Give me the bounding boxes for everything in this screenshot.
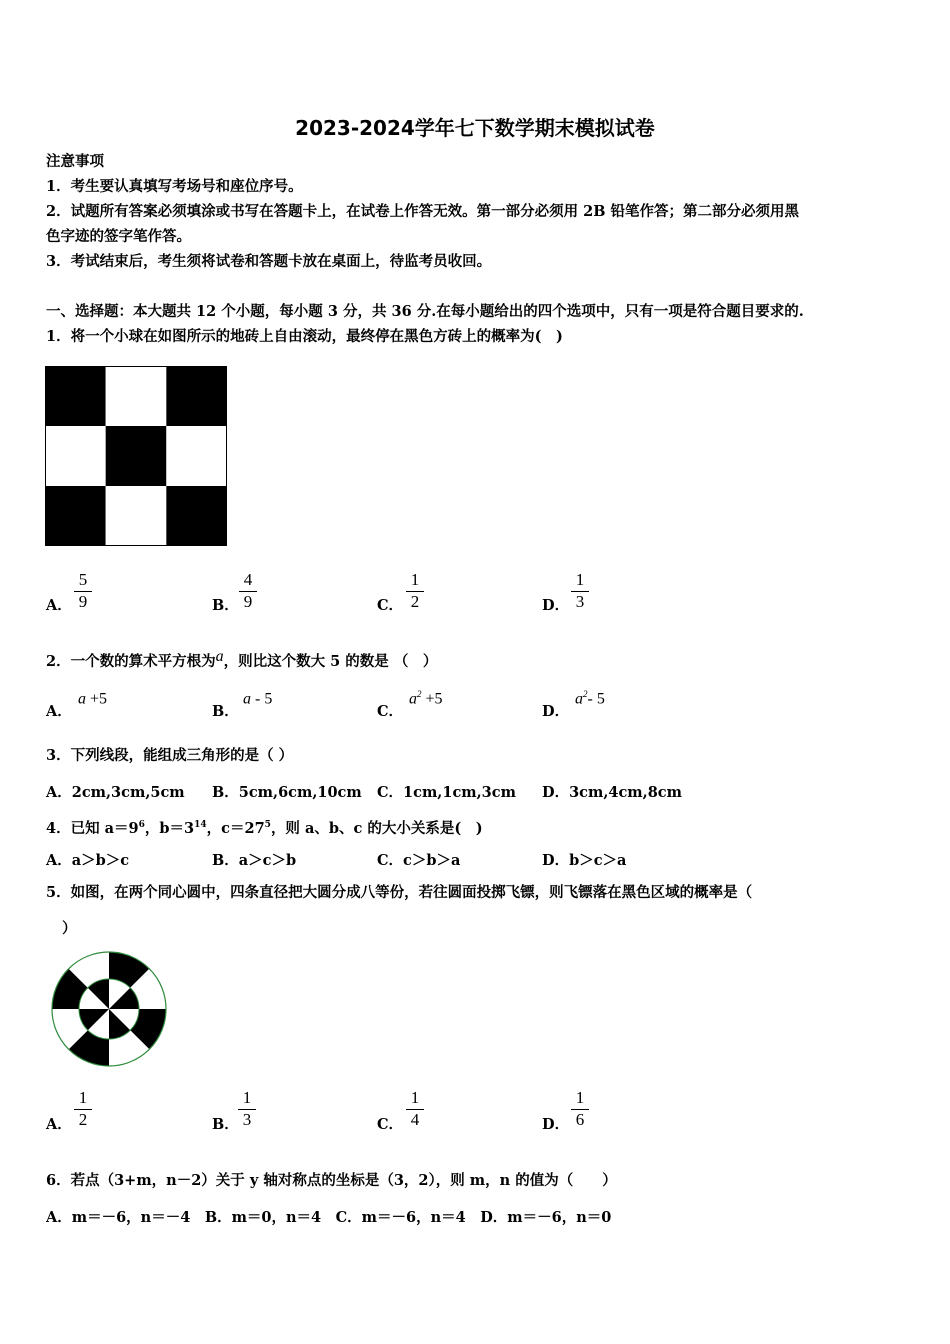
page-title: 2023-2024学年七下数学期末模拟试卷 — [295, 116, 655, 140]
notice-heading: 注意事项 — [46, 153, 104, 170]
q5-option-c[interactable] — [406, 1089, 424, 1129]
white-tile — [45, 426, 106, 486]
base: a — [409, 690, 417, 708]
white-tile — [106, 486, 167, 546]
black-tile — [166, 366, 227, 426]
q5-option-c-label: C． — [377, 1116, 404, 1133]
number: 5 — [264, 690, 273, 708]
q4-stem-part: ，则 a、b、c 的大小关系是( ) — [270, 819, 483, 837]
base: a — [243, 690, 251, 708]
q6-stem: 6．若点（3+m，n－2）关于 y 轴对称点的坐标是（3，2），则 m，n 的值为（ ） — [46, 1172, 617, 1189]
number: 5 — [434, 690, 443, 708]
q5-option-b[interactable] — [238, 1089, 256, 1129]
q4-exponent-3: 5 — [264, 820, 271, 830]
q4-stem-part: ，b＝3 — [144, 819, 195, 837]
q1-option-a[interactable] — [74, 571, 92, 611]
notice-3: 3．考试结束后，考生须将试卷和答题卡放在桌面上，待监考员收回。 — [46, 253, 492, 270]
denominator: 2 — [78, 1110, 88, 1129]
q4-stem — [46, 815, 483, 839]
q1-option-c-label: C． — [377, 597, 404, 614]
q1-option-d[interactable] — [571, 571, 589, 611]
q2-stem-start: 2．一个数的算术平方根为 — [46, 653, 216, 670]
numerator: 5 — [78, 570, 88, 589]
numerator: 4 — [243, 570, 253, 589]
denominator: 2 — [410, 592, 420, 611]
q5-stem: 5．如图，在两个同心圆中，四条直径把大圆分成八等份，若往圆面投掷飞镖，则飞镖落在黑色区域的概率是（ — [46, 884, 753, 901]
base: a — [575, 690, 583, 708]
numerator: 1 — [242, 1088, 252, 1107]
q2-stem-end: ，则比这个数大 5 的数是 （ ） — [223, 653, 438, 670]
q2-stem — [46, 648, 438, 672]
notice-2-cont: 色字迹的签字笔作答。 — [46, 228, 191, 245]
denominator: 3 — [575, 592, 585, 611]
q2-option-d-label: D． — [542, 703, 570, 720]
q2-option-b-label: B． — [212, 703, 239, 720]
denominator: 6 — [575, 1110, 585, 1129]
q2-option-d[interactable] — [575, 689, 605, 708]
q3-option-a[interactable]: A．2cm,3cm,5cm — [46, 784, 185, 801]
number: 5 — [99, 690, 108, 708]
q6-options[interactable]: A．m＝－6，n＝－4 B．m＝0，n＝4 C．m＝－6，n＝4 D．m＝－6，n＝0 — [46, 1209, 612, 1226]
white-tile — [106, 366, 167, 426]
numerator: 1 — [575, 1088, 585, 1107]
section-heading: 一、选择题：本大题共 12 个小题，每小题 3 分，共 36 分.在每小题给出的四个选项中，只有一项是符合题目要求的. — [46, 303, 804, 320]
q1-option-b[interactable] — [239, 571, 257, 611]
q3-option-d[interactable]: D．3cm,4cm,8cm — [542, 784, 682, 801]
notice-1: 1．考生要认真填写考场号和座位序号。 — [46, 178, 303, 195]
q5-option-d[interactable] — [571, 1089, 589, 1129]
q5-stem-end: ） — [62, 920, 77, 937]
exponent: 2 — [417, 689, 422, 699]
q4-exponent-1: 6 — [138, 820, 145, 830]
q1-option-b-label: B． — [212, 597, 239, 614]
q4-stem-part: ，c＝27 — [206, 819, 265, 837]
q4-exponent-2: 14 — [194, 820, 207, 830]
q4-option-b[interactable]: B．a＞c＞b — [212, 852, 297, 869]
numerator: 1 — [575, 570, 585, 589]
black-tile — [45, 366, 106, 426]
notice-2: 2．试题所有答案必须填涂或书写在答题卡上，在试卷上作答无效。第一部分必须用 2B 铅笔作答；第二部分必须用黑 — [46, 203, 800, 220]
denominator: 4 — [410, 1110, 420, 1129]
q1-option-d-label: D． — [542, 597, 570, 614]
base: a — [78, 690, 86, 708]
operator: + — [425, 690, 435, 708]
q5-option-d-label: D． — [542, 1116, 570, 1133]
number: 5 — [596, 690, 605, 708]
numerator: 1 — [410, 1088, 420, 1107]
denominator: 3 — [242, 1110, 252, 1129]
operator: - — [587, 690, 593, 708]
exponent: 2 — [583, 689, 588, 699]
dartboard-figure — [50, 950, 168, 1068]
q4-option-a[interactable]: A．a＞b＞c — [46, 852, 130, 869]
operator: + — [90, 690, 100, 708]
q2-option-a[interactable] — [78, 689, 107, 708]
numerator: 1 — [78, 1088, 88, 1107]
denominator: 9 — [78, 592, 88, 611]
numerator: 1 — [410, 570, 420, 589]
q1-stem: 1．将一个小球在如图所示的地砖上自由滚动，最终停在黑色方砖上的概率为( ) — [46, 328, 563, 345]
denominator: 9 — [243, 592, 253, 611]
black-tile — [166, 486, 227, 546]
operator: - — [255, 690, 261, 708]
tile-grid-figure — [45, 366, 227, 546]
q2-option-b[interactable] — [243, 689, 272, 708]
q1-option-c[interactable] — [406, 571, 424, 611]
q2-option-c-label: C． — [377, 703, 404, 720]
q5-option-a[interactable] — [74, 1089, 92, 1129]
black-tile — [45, 486, 106, 546]
black-tile — [106, 426, 167, 486]
q4-option-d[interactable]: D．b＞c＞a — [542, 852, 627, 869]
q4-stem-part: 4．已知 a＝9 — [46, 819, 139, 837]
q5-option-b-label: B． — [212, 1116, 239, 1133]
q2-variable: a — [215, 648, 224, 665]
q3-stem: 3．下列线段，能组成三角形的是（ ） — [46, 747, 294, 764]
q3-option-b[interactable]: B．5cm,6cm,10cm — [212, 784, 362, 801]
q5-option-a-label: A． — [46, 1116, 72, 1133]
q4-option-c[interactable]: C．c＞b＞a — [377, 852, 461, 869]
q2-option-c[interactable] — [409, 689, 443, 708]
q1-option-a-label: A． — [46, 597, 72, 614]
white-tile — [166, 426, 227, 486]
q2-option-a-label: A． — [46, 703, 72, 720]
q3-option-c[interactable]: C．1cm,1cm,3cm — [377, 784, 516, 801]
